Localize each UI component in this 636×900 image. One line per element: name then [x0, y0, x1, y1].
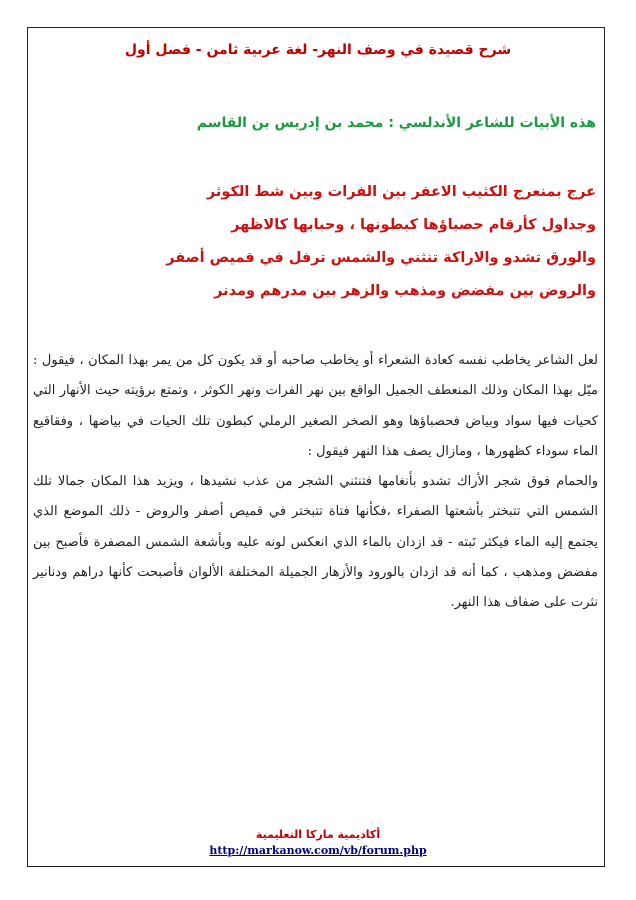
- poet-line: هذه الأبيات للشاعر الأندلسي : محمد بن إدريس بن القاسم: [196, 115, 596, 131]
- verse-line: عرج بمنعرج الكثيب الاعفر بين الفرات وبين شط الكوثر: [206, 184, 596, 200]
- verse-line: والروض بين مفضض ومذهب والزهر بين مدرهم ومدنر: [214, 283, 596, 299]
- footer-academy-name: أكاديمية ماركا التعليمية: [255, 828, 381, 841]
- explanation-paragraph: لعل الشاعر يخاطب نفسه كعادة الشعراء أو يخاطب صاحبه أو قد يكون كل من يمر بهذا المكان ، فيقول : ميّل بهذا المكان وذلك المنعطف الجميل الواقع بين نهر الفرات ونهر الكوثر ، وتمتع برؤيته حيث الأنهار التي كحيات فيها سواد وبياض فحصباؤها وهو الصخر الصغير الرملي كبطون تلك الحيات في بياضها ، وفقاقيع الماء سوداء كظهورها ، ومازال يصف هذا النهر فيقول :: [33, 353, 598, 459]
- page-title: شرح قصيدة في وصف النهر- لغة عربية ثامن - فصل أول: [124, 42, 512, 58]
- verse-line: وجداول كأرقام حصباؤها كبطونها ، وحبابها كالاظهر: [231, 217, 596, 233]
- footer-link[interactable]: http://markanow.com/vb/forum.php: [209, 844, 427, 857]
- verse-line: والورق تشدو والاراكة تنثني والشمس ترفل في قميص أصفر: [166, 250, 596, 266]
- explanation-paragraph: والحمام فوق شجر الأراك تشدو بأنغامها فتنثني الشجر من عذب نشيدها ، ويزيد هذا المكان جمالا تلك الشمس التي تتبختر بأشعتها الصفراء ،فكأنها فتاة تتبختر في قميص أصفر والروض - ذلك الموضع الذي يجتمع إليه الماء فيكثر نَبته - قد ازدان بالماء الذي انعكس لونه عليه وبأشعة الشمس المصفرة فأصبح بين مفضض ومذهب ، كما أنه قد ازدان بالورود والأزهار الجميلة المختلفة الألوان فأصبحت كأنها دراهم ودنانير نثرت على ضفاف هذا النهر.: [33, 474, 598, 611]
- explanation-text: [33, 346, 598, 619]
- poem-verses: [40, 176, 596, 308]
